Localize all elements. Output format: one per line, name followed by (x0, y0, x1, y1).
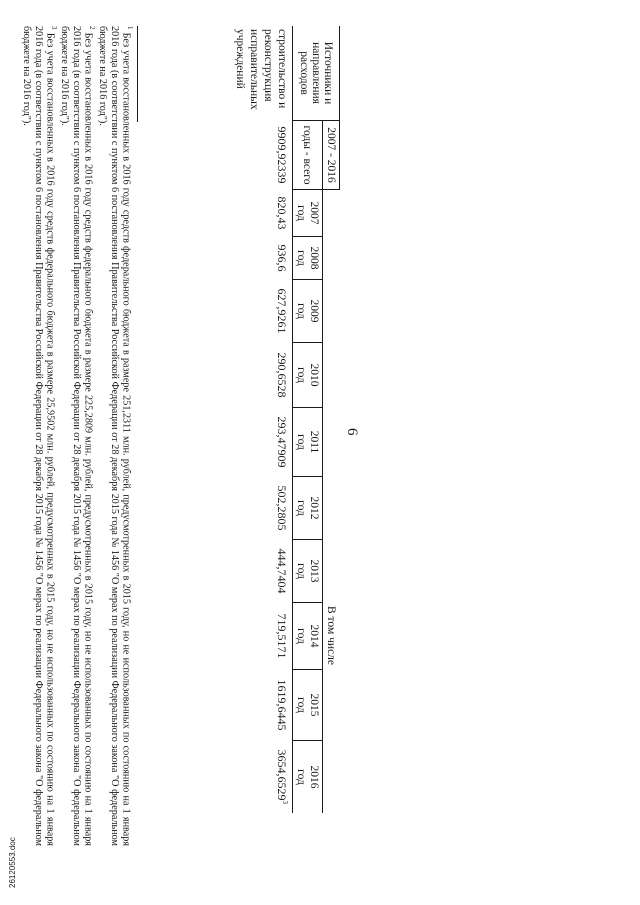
col-header-year-2012: 2012 год (292, 477, 322, 540)
footnote-mark: 3 (50, 26, 59, 30)
col-header-year-2008: 2008 год (292, 237, 322, 280)
footnote-text: Без учета восстановленных в 2016 году средств федерального бюджета в размере 225,2809 млн. рублей, предусмотренных в 2015 году, но не использованных по состоянию на 1 января 2016 года (в соответствии с пунктом 6 постановления Правительства Российской Федерации от 28 декабря 2015 года № 1456 "О мерах по реализации Федерального закона "О федеральном бюджете на 2016 год"). (59, 26, 94, 846)
footnote-mark: 1 (126, 26, 134, 30)
value-2013: 444,7404 (274, 548, 289, 594)
footnote-separator (137, 26, 138, 122)
value-2009: 627,9261 (274, 288, 289, 334)
footnote-mark: 2 (88, 26, 97, 30)
row-label: строительство и реконструкция исправительных учреждений (234, 29, 288, 110)
footnote-ref-3: 3 (280, 800, 289, 804)
footnote-3 (20, 26, 58, 846)
col-header-total-range: 2007 - 2016 (322, 121, 339, 190)
footnotes (20, 26, 134, 846)
col-header-year-2010: 2010 год (292, 343, 322, 408)
rotated-page (21, 10, 360, 890)
value-2010: 290,6528 (274, 352, 289, 398)
col-header-year-2016: 2016 год (292, 741, 322, 814)
document-id: 26120553.doc (8, 837, 17, 888)
value-2008: 936,6 (274, 244, 289, 272)
col-header-year-2014: 2014 год (292, 603, 322, 670)
col-header-year-2007: 2007 год (292, 190, 322, 237)
value-2007: 820,43 (274, 196, 289, 230)
col-header-sources: Источники и направления расходов (292, 26, 339, 121)
footnote-text: Без учета восстановленных в 2016 году средств федерального бюджета в размере 25,9502 млн. рублей, предусмотренных в 2015 году, но не использованных по состоянию на 1 января 2016 года (в соответствии с пунктом 6 постановления Правительства Российской Федерации от 28 декабря 2015 года № 1456 "О мерах по реализации Федерального закона "О федеральном бюджете на 2016 год"). (21, 26, 56, 846)
value-2015: 1619,6445 (274, 679, 289, 731)
value-2014: 719,5171 (274, 613, 289, 659)
page-number: 6 (344, 428, 360, 436)
col-header-total-sub: годы - всего (292, 121, 322, 190)
value-2016: 3654,6529$^3$ (274, 749, 289, 804)
col-header-year-2015: 2015 год (292, 670, 322, 741)
value-2011: 293,47909 (274, 416, 289, 468)
col-header-year-2011: 2011 год (292, 408, 322, 477)
col-header-year-2009: 2009 год (292, 280, 322, 343)
table-row (233, 26, 293, 813)
col-header-year-2013: 2013 год (292, 540, 322, 603)
footnote-text: Без учета восстановленных в 2016 году средств федерального бюджета в размере 251,2311 млн. рублей, предусмотренных в 2015 году, но не использованных по состоянию на 1 января 2016 года (в соответствии с пунктом 6 постановления Правительства Российской Федерации от 28 декабря 2015 года № 1456 "О мерах по реализации Федерального закона "О федеральном бюджете на 2016 год"). (96, 26, 132, 847)
funding-table (233, 26, 340, 813)
footnote-2 (58, 26, 96, 846)
value-2012: 502,2805 (274, 485, 289, 531)
col-header-in-that-number: В том числе (322, 190, 339, 814)
footnote-1 (96, 26, 134, 846)
value-total: 9909,92339 (274, 126, 289, 184)
